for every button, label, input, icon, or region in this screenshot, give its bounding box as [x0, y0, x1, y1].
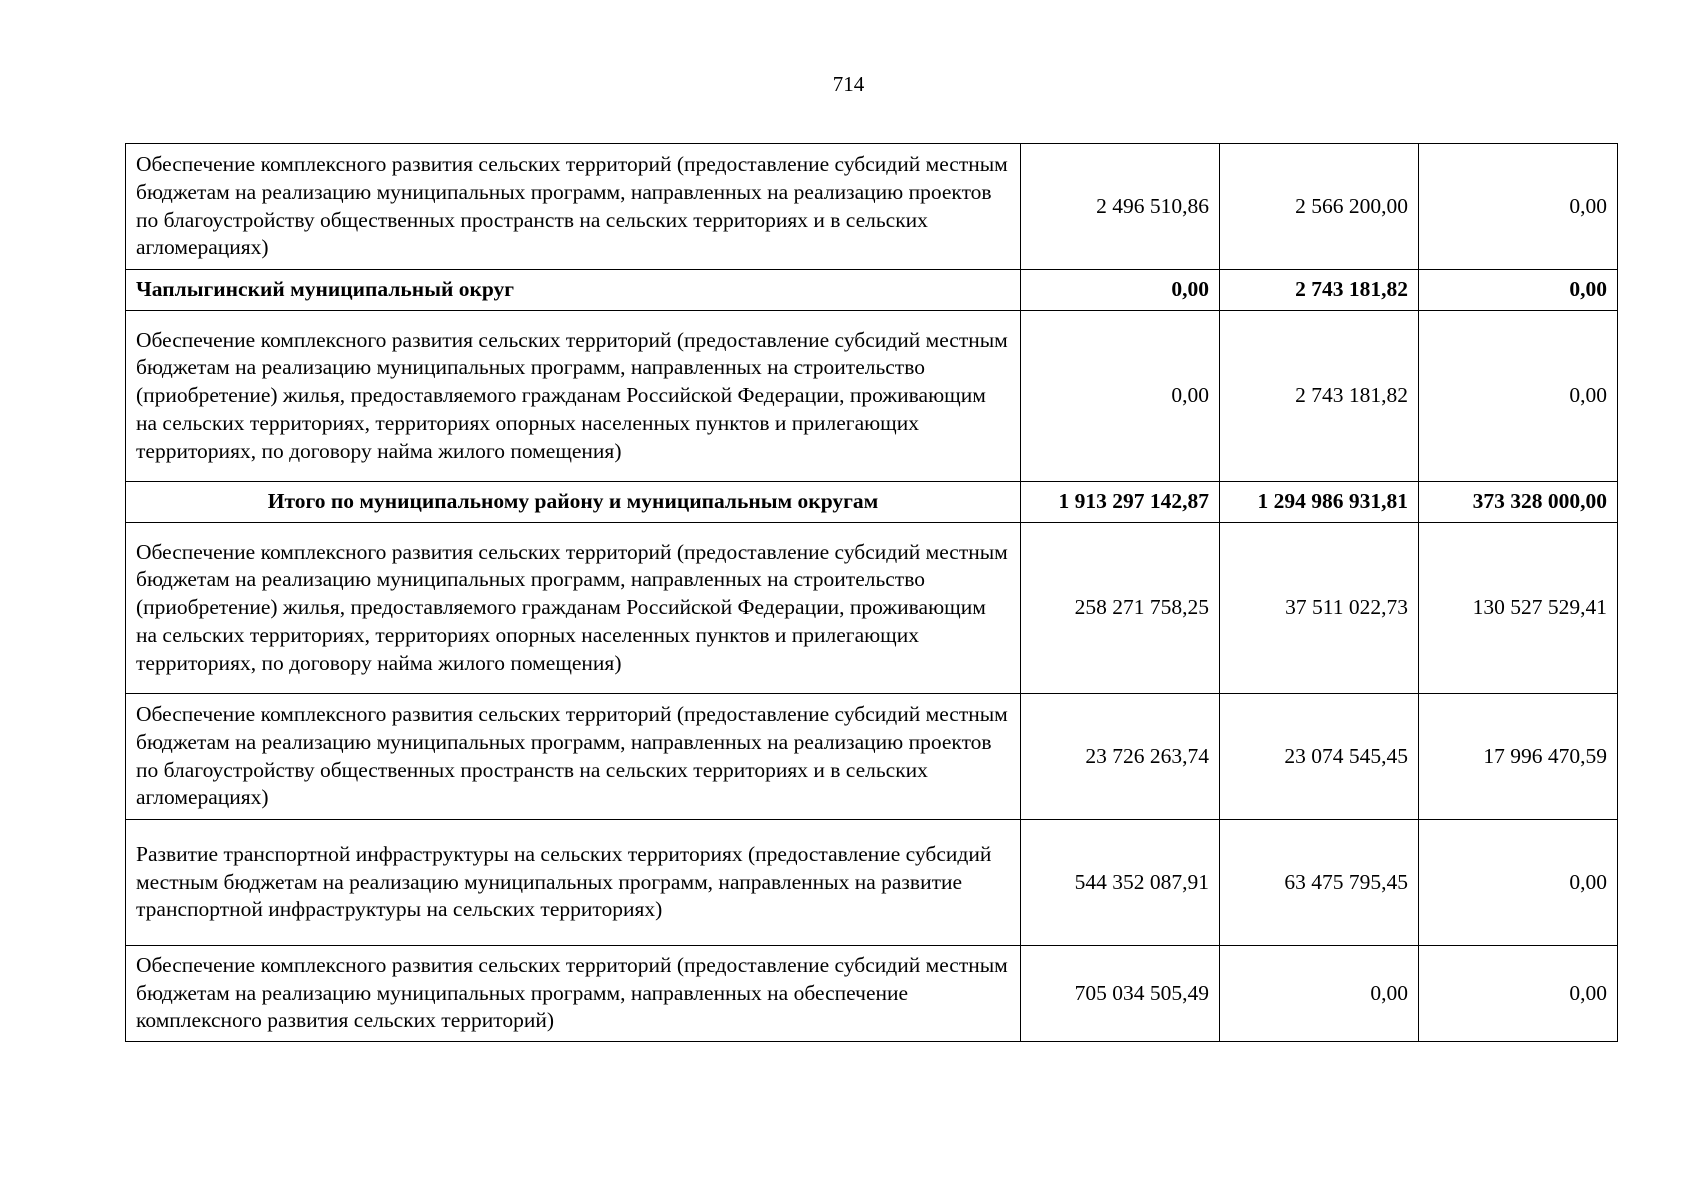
table-row: [126, 820, 1618, 946]
table-row: [126, 946, 1618, 1042]
row-value-2: 63 475 795,45: [1220, 820, 1419, 946]
table-row: [126, 311, 1618, 482]
row-value-2: 2 743 181,82: [1220, 311, 1419, 482]
row-value-1: 0,00: [1021, 311, 1220, 482]
row-description: Обеспечение комплексного развития сельских территорий (предоставление субсидий местным бюджетам на реализацию муниципальных программ, направленных на обеспечение комплексного развития сельских территорий): [126, 946, 1021, 1042]
budget-table: [125, 143, 1618, 1042]
row-value-1: 0,00: [1021, 270, 1220, 311]
row-value-3: 0,00: [1419, 946, 1618, 1042]
total-title: Итого по муниципальному району и муниципальным округам: [126, 482, 1021, 523]
total-row: [126, 482, 1618, 523]
row-value-2: 2 566 200,00: [1220, 144, 1419, 270]
row-value-2: 1 294 986 931,81: [1220, 482, 1419, 523]
row-description: Развитие транспортной инфраструктуры на сельских территориях (предоставление субсидий местным бюджетам на реализацию муниципальных программ, направленных на развитие транспортной инфраструктуры на сельских территориях): [126, 820, 1021, 946]
row-description: Обеспечение комплексного развития сельских территорий (предоставление субсидий местным бюджетам на реализацию муниципальных программ, направленных на строительство (приобретение) жилья, предоставляемого гражданам Российской Федерации, проживающим на сельских территориях, территориях опорных населенных пунктов и прилегающих территориях, по договору найма жилого помещения): [126, 523, 1021, 694]
row-description: Обеспечение комплексного развития сельских территорий (предоставление субсидий местным бюджетам на реализацию муниципальных программ, направленных на реализацию проектов по благоустройству общественных пространств на сельских территориях и в сельских агломерациях): [126, 144, 1021, 270]
row-value-1: 258 271 758,25: [1021, 523, 1220, 694]
row-value-2: 2 743 181,82: [1220, 270, 1419, 311]
table-row: [126, 144, 1618, 270]
page-number: 714: [832, 72, 865, 96]
row-description: Обеспечение комплексного развития сельских территорий (предоставление субсидий местным бюджетам на реализацию муниципальных программ, направленных на строительство (приобретение) жилья, предоставляемого гражданам Российской Федерации, проживающим на сельских территориях, территориях опорных населенных пунктов и прилегающих территориях, по договору найма жилого помещения): [126, 311, 1021, 482]
row-value-1: 544 352 087,91: [1021, 820, 1220, 946]
row-description: Обеспечение комплексного развития сельских территорий (предоставление субсидий местным бюджетам на реализацию муниципальных программ, направленных на реализацию проектов по благоустройству общественных пространств на сельских территориях и в сельских агломерациях): [126, 694, 1021, 820]
section-title: Чаплыгинский муниципальный округ: [126, 270, 1021, 311]
row-value-1: 23 726 263,74: [1021, 694, 1220, 820]
row-value-3: 0,00: [1419, 144, 1618, 270]
row-value-3: 17 996 470,59: [1419, 694, 1618, 820]
row-value-1: 1 913 297 142,87: [1021, 482, 1220, 523]
row-value-2: 0,00: [1220, 946, 1419, 1042]
row-value-2: 23 074 545,45: [1220, 694, 1419, 820]
row-value-2: 37 511 022,73: [1220, 523, 1419, 694]
row-value-3: 0,00: [1419, 270, 1618, 311]
row-value-3: 373 328 000,00: [1419, 482, 1618, 523]
section-row: [126, 270, 1618, 311]
row-value-1: 2 496 510,86: [1021, 144, 1220, 270]
row-value-3: 130 527 529,41: [1419, 523, 1618, 694]
row-value-3: 0,00: [1419, 311, 1618, 482]
row-value-1: 705 034 505,49: [1021, 946, 1220, 1042]
table-row: [126, 523, 1618, 694]
row-value-3: 0,00: [1419, 820, 1618, 946]
table-row: [126, 694, 1618, 820]
